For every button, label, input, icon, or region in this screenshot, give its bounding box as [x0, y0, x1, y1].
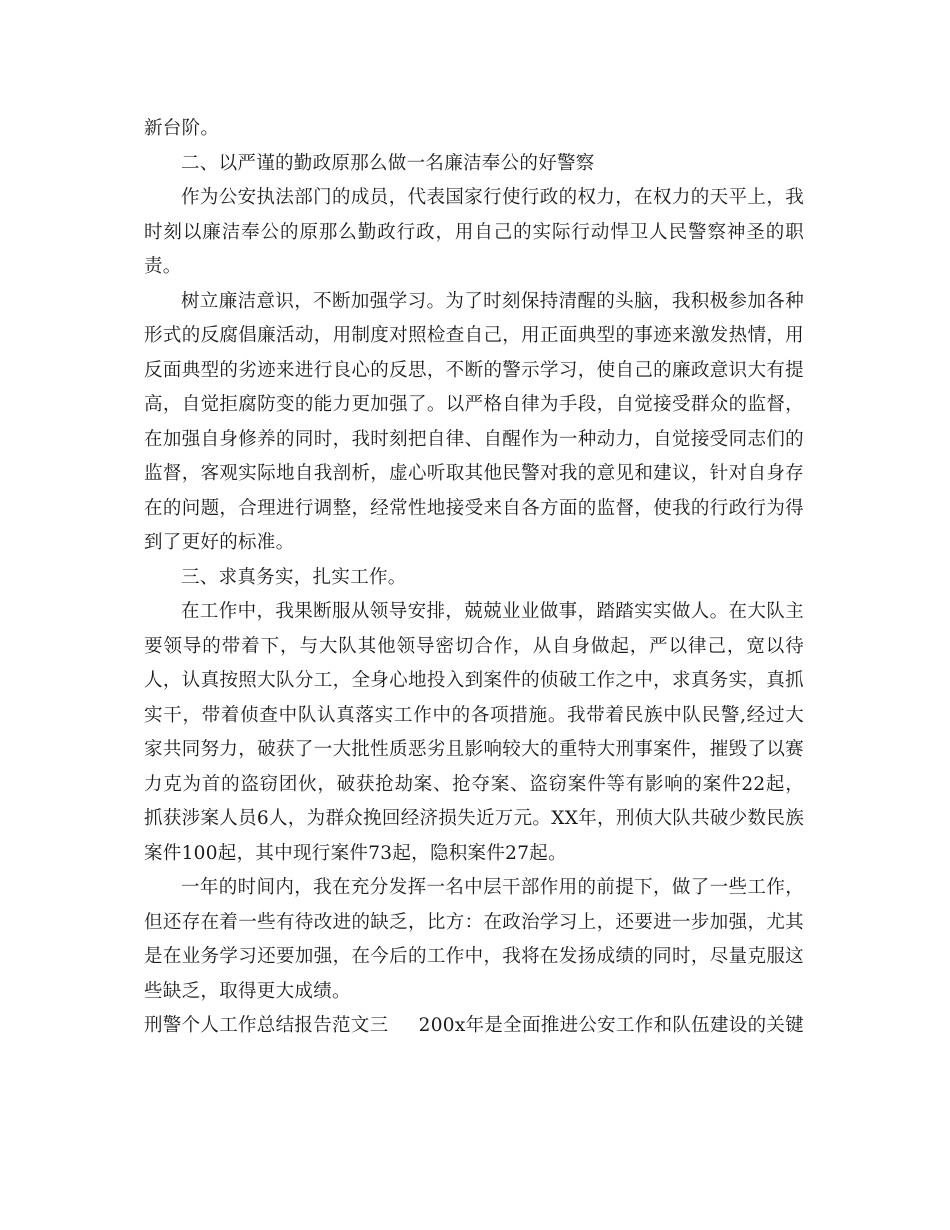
paragraph: 一年的时间内，我在充分发挥一名中层干部作用的前提下，做了一些工作，但还存在着一些有待改进的缺乏，比方：在政治学习上，还要进一步加强，尤其是在业务学习还要加强，在今后的工作中，我将在发扬成绩的同时，尽量克服这些缺乏，取得更大成绩。: [144, 877, 804, 1002]
next-article-opening: 200x年是全面推进公安工作和队伍建设的关键: [418, 1015, 804, 1036]
section-heading-two: 二、以严谨的勤政原那么做一名廉洁奉公的好警察: [181, 152, 595, 174]
paragraph: 在工作中，我果断服从领导安排，兢兢业业做事，踏踏实实做人。在大队主要领导的带着下，与大队其他领导密切合作，从自身做起，严以律己，宽以待人，认真按照大队分工，全身心地投入到案件的侦破工作之中，求真务实，真抓实干，带着侦查中队认真落实工作中的各项措施。我带着民族中队民警,经过大家共同努力，破获了一大批性质恶劣且影响较大的重特大刑事案件，摧毁了以赛力克为首的盗窃团伙，破获抢劫案、抢夺案、盗窃案件等有影响的案件22起，抓获涉案人员6人，为群众挽回经济损失近万元。XX年，刑侦大队共破少数民族案件100起，其中现行案件73起，隐积案件27起。: [144, 601, 804, 864]
next-article-title: 刑警个人工作总结报告范文三: [144, 1015, 389, 1036]
section-heading-three: 三、求真务实，扎实工作。: [181, 566, 407, 588]
next-article-line: [144, 1009, 804, 1044]
document-body: [144, 112, 804, 1044]
paragraph: 树立廉洁意识，不断加强学习。为了时刻保持清醒的头脑，我积极参加各种形式的反腐倡廉活动，用制度对照检查自己，用正面典型的事迹来激发热情，用反面典型的劣迹来进行良心的反思，不断的警示学习，使自己的廉政意识大有提高，自觉拒腐防变的能力更加强了。以严格自律为手段，自觉接受群众的监督，在加强自身修养的同时，我时刻把自律、自醒作为一种动力，自觉接受同志们的监督，客观实际地自我剖析，虚心听取其他民警对我的意见和建议，针对自身存在的问题，合理进行调整，经常性地接受来自各方面的监督，使我的行政行为得到了更好的标准。: [144, 290, 804, 553]
paragraph-continuation: 新台阶。: [144, 118, 220, 139]
paragraph: 作为公安执法部门的成员，代表国家行使行政的权力，在权力的天平上，我时刻以廉洁奉公的原那么勤政行政，用自己的实际行动悍卫人民警察神圣的职责。: [144, 187, 804, 277]
